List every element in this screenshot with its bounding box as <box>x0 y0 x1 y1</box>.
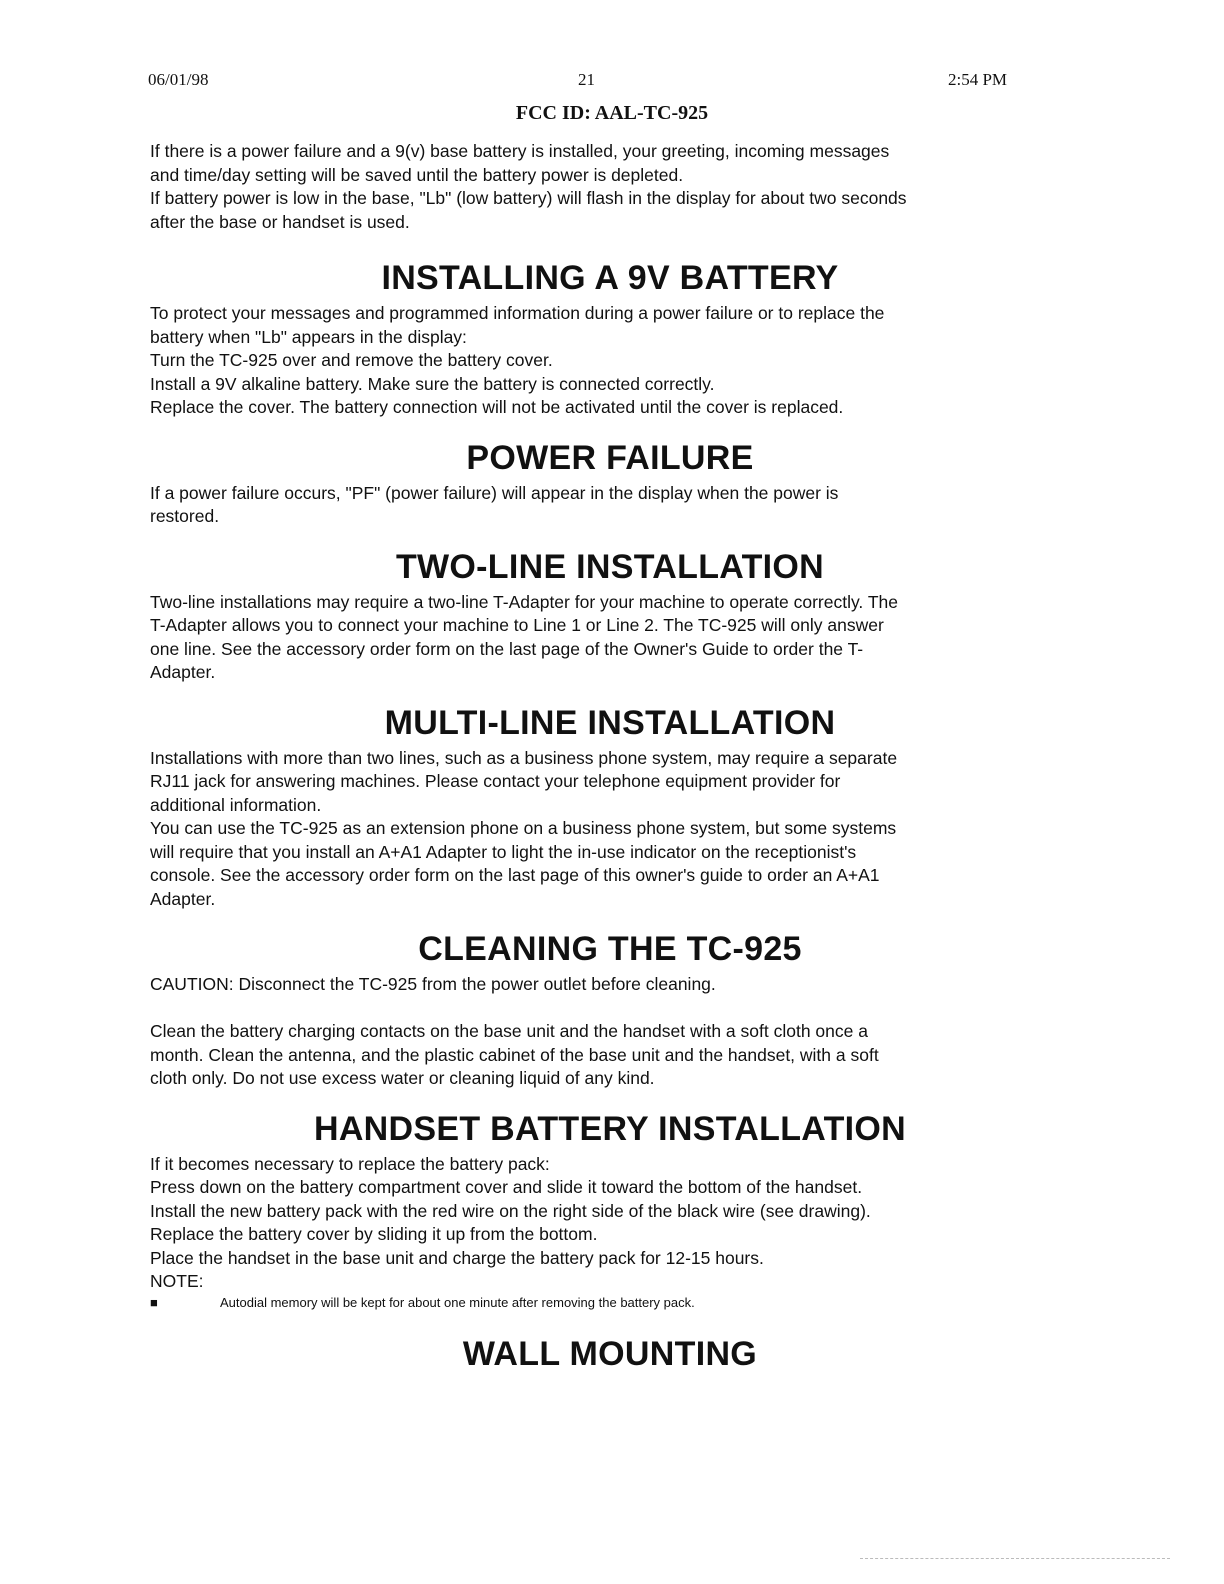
text-line: cloth only. Do not use excess water or cleaning liquid of any kind. <box>150 1068 655 1088</box>
text-line: console. See the accessory order form on the last page of this owner's guide to order an A+A1 <box>150 865 880 885</box>
text-line: Replace the battery cover by sliding it up from the bottom. <box>150 1224 598 1244</box>
text-line: If battery power is low in the base, "Lb" (low battery) will flash in the display for about two seconds <box>150 188 907 208</box>
caution-text: CAUTION: Disconnect the TC-925 from the power outlet before cleaning. <box>150 974 716 994</box>
text-line: Adapter. <box>150 662 216 682</box>
section-two-line <box>150 529 1070 685</box>
text-line: Press down on the battery compartment cover and slide it toward the bottom of the handset. <box>150 1177 863 1197</box>
section-title: HANDSET BATTERY INSTALLATION <box>313 1109 907 1148</box>
text-line: Install a 9V alkaline battery. Make sure the battery is connected correctly. <box>150 373 715 394</box>
text-line: and time/day setting will be saved until the battery power is depleted. <box>150 164 684 185</box>
text-line: additional information. <box>150 794 322 815</box>
blank-line <box>150 997 1070 1021</box>
note-text: Autodial memory will be kept for about one minute after removing the battery pack. <box>220 1294 695 1310</box>
section-title: POWER FAILURE <box>466 438 754 477</box>
text-line: To protect your messages and programmed information during a power failure or to replace the <box>150 303 885 323</box>
section-cleaning <box>150 911 1070 1091</box>
text-line: Clean the battery charging contacts on the base unit and the handset with a soft cloth once a <box>150 1021 868 1041</box>
text-line: Place the handset in the base unit and charge the battery pack for 12-15 hours. <box>150 1247 764 1268</box>
document-body <box>150 140 1070 1374</box>
text-line: restored. <box>150 506 220 526</box>
section-handset-battery <box>150 1091 1070 1312</box>
text-line: will require that you install an A+A1 Adapter to light the in-use indicator on the receptionist's <box>150 841 857 862</box>
fcc-id: FCC ID: AAL-TC-925 <box>515 102 709 124</box>
text-line: RJ11 jack for answering machines. Please contact your telephone equipment provider for <box>150 771 841 791</box>
header-date: 06/01/98 <box>148 70 209 89</box>
section-power-failure <box>150 420 1070 529</box>
note-bullet-item <box>150 1294 1070 1312</box>
text-line: T-Adapter allows you to connect your machine to Line 1 or Line 2. The TC-925 will only answer <box>150 615 884 635</box>
text-line: Turn the TC-925 over and remove the battery cover. <box>150 350 553 370</box>
section-title: WALL MOUNTING <box>462 1334 758 1373</box>
text-line: Adapter. <box>150 888 216 909</box>
text-line: Install the new battery pack with the red wire on the right side of the black wire (see drawing). <box>150 1200 871 1221</box>
section-installing-battery <box>150 240 1070 420</box>
intro-paragraph <box>150 140 1070 240</box>
text-line: If a power failure occurs, "PF" (power failure) will appear in the display when the power is <box>150 482 839 503</box>
note-label: NOTE: <box>150 1271 204 1291</box>
text-line: after the base or handset is used. <box>150 211 410 232</box>
header-page-number: 21 <box>578 70 595 89</box>
section-title: MULTI-LINE INSTALLATION <box>384 703 836 742</box>
text-line: one line. See the accessory order form on the last page of the Owner's Guide to order the T- <box>150 638 864 659</box>
text-line: Installations with more than two lines, such as a business phone system, may require a separate <box>150 747 898 768</box>
text-line: If it becomes necessary to replace the battery pack: <box>150 1153 550 1174</box>
text-line: Two-line installations may require a two-line T-Adapter for your machine to operate correctly. The <box>150 591 898 612</box>
scan-artifact-line <box>860 1558 1170 1559</box>
text-line: You can use the TC-925 as an extension phone on a business phone system, but some systems <box>150 818 897 838</box>
section-multi-line <box>150 685 1070 912</box>
text-line: Replace the cover. The battery connection will not be activated until the cover is replaced. <box>150 397 844 417</box>
section-title: TWO-LINE INSTALLATION <box>395 547 825 586</box>
text-line: battery when "Lb" appears in the display: <box>150 326 467 347</box>
header-time: 2:54 PM <box>948 70 1008 89</box>
text-line: If there is a power failure and a 9(v) base battery is installed, your greeting, incoming messages <box>150 141 890 161</box>
text-line: month. Clean the antenna, and the plastic cabinet of the base unit and the handset, with a soft <box>150 1044 879 1065</box>
section-wall-mounting <box>150 1312 1070 1374</box>
section-title: CLEANING THE TC-925 <box>418 930 802 968</box>
bullet-icon: ■ <box>150 1294 158 1310</box>
section-title: INSTALLING A 9V BATTERY <box>381 259 839 297</box>
